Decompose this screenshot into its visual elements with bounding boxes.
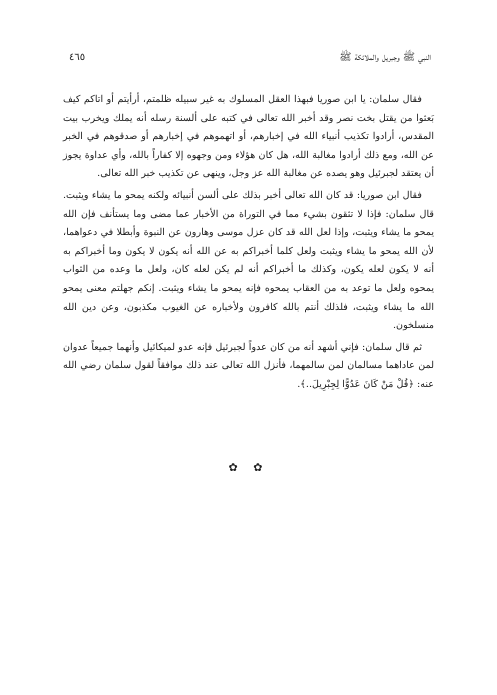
body-text bbox=[63, 91, 434, 395]
running-header bbox=[69, 51, 431, 65]
running-title: النبي ﷺ وجبريل والملائكة ﷺ bbox=[339, 52, 431, 63]
page-number: ٤٦٥ bbox=[69, 52, 86, 63]
paragraph-3: ثم قال سلمان: فإني أشهد أنه من كان عدواً لجبرئيل فإنه عدو لميكائيل وأنهما جميعاً عدوان لمن عاداهما مسالمان لمن سالمهما، فأنزل الله تعالى عند ذلك موافقاً لقول سلمان رضي الله عنه: ﴿قُلْ مَنْ كَانَ عَدُوًّا لِجِبْرِيلَ..﴾. bbox=[63, 341, 434, 390]
paragraph-2: فقال ابن صوريا: قد كان الله تعالى أخبر بذلك على ألسن أنبيائه ولكنه يمحو ما يشاء ويثبت. قال سلمان: فإذا لا تثقون بشيء مما في التوراة من الأخبار عما مضى وما يستأنف فإن الله يمحو ما يشاء ويثبت، وإذا لعل الله قد كان عزل موسى وهارون عن النبوة وأبطلا في دعواهما، لأن الله يمحو ما يشاء ويثبت ولعل كلما أخبراكم به عن الله أنه يكون لا يكون وما أخبراكم به أنه لا يكون لعله يكون، وكذلك ما أخبراكم أنه لم يكن لعله كان، ولعل ما وعده من الثواب يمحوه ولعل ما توعد به من العقاب يمحوه فإنه يمحو ما يشاء ويثبت. إنكم جهلتم معنى يمحو الله ما يشاء ويثبت، فلذلك أنتم بالله كافرون ولأخباره عن الغيوب مكذبون، وعن دين الله منسلخون. bbox=[63, 189, 434, 332]
section-end-ornament: ✿ ✿ bbox=[228, 461, 269, 474]
paragraph-1: فقال سلمان: يا ابن صوريا فبهذا العقل المسلوك به غير سبيله ظلمتم، أرأيتم أو اتاكم كيف بَعثوا من يقتل بخت نصر وقد أخبر الله تعالى في كتبه على ألسنة رسله أنه يملك ويخرب بيت المقدس، أرادوا تكذيب أنبياء الله في إخبارهم، أو اتهموهم في إخبارهم أو صدقوهم في الخبر عن الله، ومع ذلك أرادوا مغالبة الله، هل كان هؤلاء ومن وجهوه إلا كفاراً بالله، وأي عداوة يجوز أن يعتقد لجبرئيل وهو يصده عن مغالبة الله عز وجل، وينهى عن تكذيب خبر الله تعالى. bbox=[63, 94, 434, 180]
